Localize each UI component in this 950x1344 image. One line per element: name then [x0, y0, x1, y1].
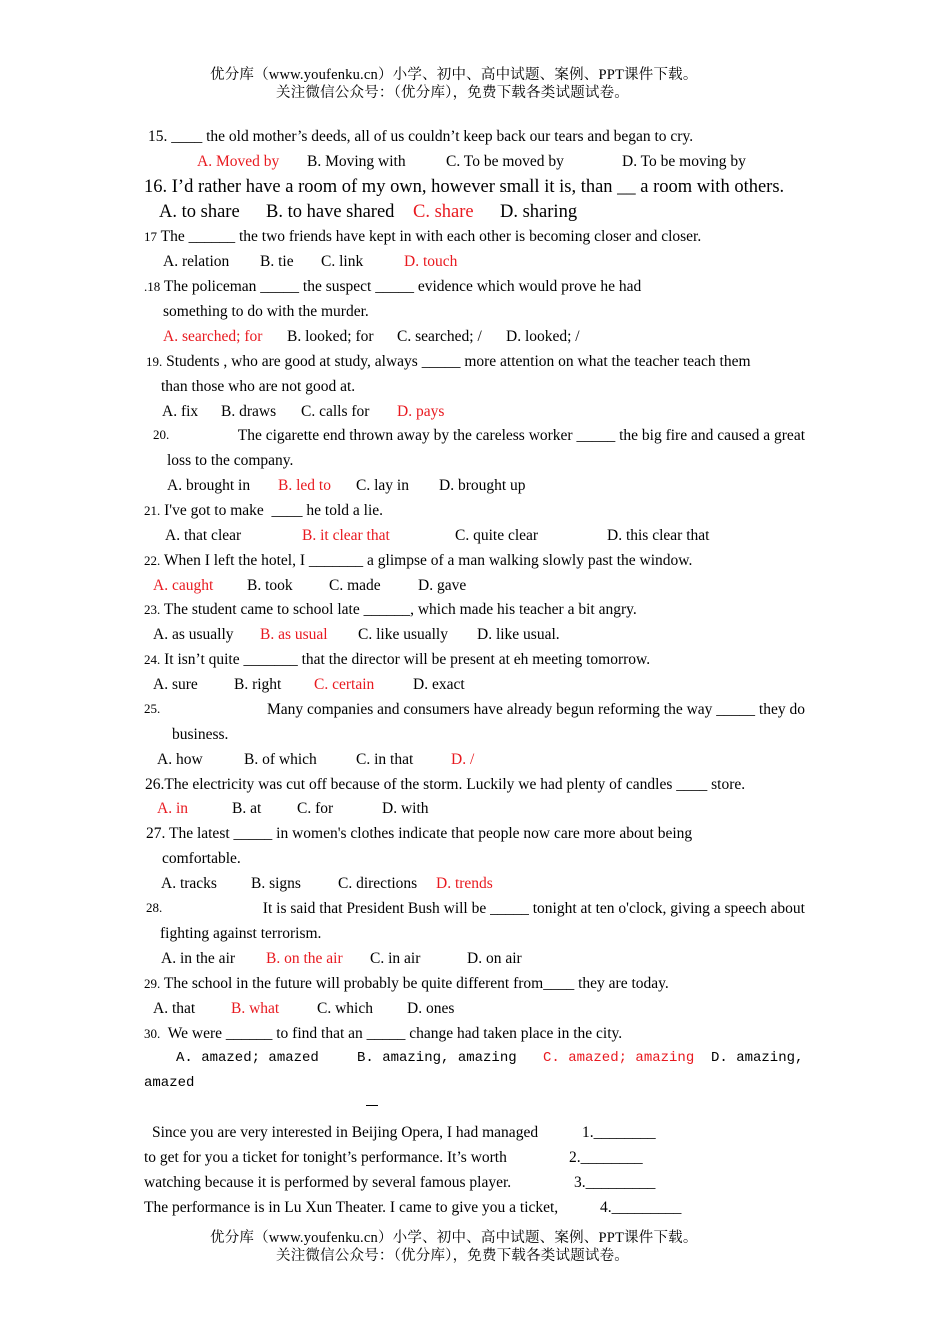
q26-option-c: C. for: [297, 800, 334, 817]
q29-stem: [144, 976, 669, 992]
header-line-2: 关注微信公众号：（优分库），免费下载各类试题试卷。: [276, 85, 629, 101]
q20-option-b: B. led to: [278, 477, 331, 494]
q21-stem-text: I've got to make ____ he told a lie.: [164, 502, 384, 519]
q23-option-a: A. as usually: [153, 626, 234, 643]
q18-stem-line-2: something to do with the murder.: [163, 303, 369, 320]
q22-option-b: B. took: [247, 577, 293, 594]
q18-option-b: B. looked; for: [287, 328, 374, 345]
q28-option-a: A. in the air: [161, 950, 236, 967]
q23-number: 23.: [144, 602, 161, 617]
passage-blank-4: 4._________: [600, 1199, 682, 1216]
q19-option-c: C. calls for: [301, 403, 370, 420]
q17-number: 17: [144, 229, 157, 244]
q24-option-a: A. sure: [153, 676, 198, 693]
q24-option-c: C. certain: [314, 676, 375, 693]
q27-stem: [146, 826, 805, 842]
q21-option-a: A. that clear: [165, 527, 242, 544]
q28-option-c: C. in air: [370, 950, 421, 967]
section-mark-text: [366, 1106, 367, 1107]
footer-line-2: 关注微信公众号：（优分库），免费下载各类试题试卷。: [276, 1248, 629, 1264]
q22-option-a: A. caught: [153, 577, 214, 594]
q25-stem-line-2: business.: [172, 726, 229, 743]
q16-option-d: D. sharing: [500, 202, 578, 222]
q15-stem: 15. ____ the old mother’s deeds, all of us couldn’t keep back our tears and began to cry.: [148, 128, 694, 145]
q18-option-d: D. looked; /: [506, 328, 580, 345]
q17-option-a: A. relation: [163, 253, 230, 270]
passage-line-3: watching because it is performed by several famous player.: [144, 1174, 512, 1191]
q21-stem: [144, 503, 383, 519]
q24-stem: [144, 652, 650, 668]
q30-option-d-line-2: amazed: [144, 1075, 195, 1091]
q25-stem-text: Many companies and consumers have already begun reforming the way _____ they do: [266, 701, 805, 718]
q18-stem-text: The policeman _____ the suspect _____ evidence which would prove he had: [163, 278, 642, 295]
q28-stem-text: It is said that President Bush will be _____ tonight at ten o'clock, giving a speech about: [262, 900, 805, 917]
q28-option-d: D. on air: [467, 950, 522, 967]
q20-option-d: D. brought up: [439, 477, 526, 494]
q20-stem-text: The cigarette end thrown away by the careless worker _____ the big fire and caused a great: [237, 427, 805, 444]
q16-stem: 16. I’d rather have a room of my own, however small it is, than __ a room with others.: [144, 177, 785, 197]
q28-number: 28.: [146, 900, 163, 915]
q23-option-d: D. like usual.: [477, 626, 560, 643]
q20-number: 20.: [153, 427, 170, 442]
q17-option-c: C. link: [321, 253, 364, 270]
q22-stem-text: When I left the hotel, I _______ a glimpse of a man walking slowly past the window.: [163, 552, 693, 569]
q19-option-a: A. fix: [162, 403, 199, 420]
q28-stem-line-2: fighting against terrorism.: [160, 925, 322, 942]
footer-line-1: 优分库（www.youfenku.cn）小学、初中、高中试题、案例、PPT课件下载。: [210, 1230, 698, 1246]
q17-stem-text: The ______ the two friends have kept in with each other is becoming closer and closer.: [160, 228, 702, 245]
q29-option-a: A. that: [153, 1000, 196, 1017]
q28-option-b: B. on the air: [266, 950, 343, 967]
q25-option-d: D. /: [451, 751, 475, 768]
q30-option-b: B. amazing, amazing: [357, 1050, 517, 1066]
passage-blank-3: 3._________: [574, 1174, 656, 1191]
q15-option-b: B. Moving with: [307, 153, 406, 170]
q30-stem: [144, 1026, 622, 1042]
q25-option-b: B. of which: [244, 751, 317, 768]
q25-option-a: A. how: [157, 751, 203, 768]
q26-option-d: D. with: [382, 800, 429, 817]
q27-option-b: B. signs: [251, 875, 301, 892]
q19-option-b: B. draws: [221, 403, 277, 420]
q20-stem: [153, 428, 805, 444]
q24-stem-text: It isn’t quite _______ that the director will be present at eh meeting tomorrow.: [164, 651, 651, 668]
passage-line-1: Since you are very interested in Beijing Opera, I had managed: [152, 1124, 539, 1141]
q29-option-d: D. ones: [407, 1000, 455, 1017]
passage-blank-2: 2.________: [569, 1149, 643, 1166]
q29-option-c: C. which: [317, 1000, 373, 1017]
q23-stem: [144, 602, 637, 618]
q16-option-a: A. to share: [159, 202, 240, 222]
q23-option-c: C. like usually: [358, 626, 448, 643]
q25-number: 25.: [144, 701, 161, 716]
q29-number: 29.: [144, 976, 161, 991]
q24-number: 24.: [144, 652, 161, 667]
passage-line-4: The performance is in Lu Xun Theater. I came to give you a ticket,: [144, 1199, 559, 1216]
q22-option-d: D. gave: [418, 577, 467, 594]
q30-option-a: A. amazed; amazed: [176, 1050, 319, 1066]
q30-option-c: C. amazed; amazing: [543, 1050, 695, 1066]
q21-option-c: C. quite clear: [455, 527, 539, 544]
header-line-1: 优分库（www.youfenku.cn）小学、初中、高中试题、案例、PPT课件下载。: [210, 67, 698, 83]
q22-stem: [144, 553, 692, 569]
q21-number: 21.: [144, 503, 161, 518]
q17-stem: [144, 229, 701, 245]
q25-option-c: C. in that: [356, 751, 414, 768]
q15-option-d: D. To be moving by: [622, 153, 746, 170]
passage-line-2: to get for you a ticket for tonight’s performance. It’s worth: [144, 1149, 507, 1166]
passage-blank-1: 1.________: [582, 1124, 656, 1141]
q27-stem-text: 27. The latest _____ in women's clothes indicate that people now care more about being: [146, 825, 693, 842]
q29-option-b: B. what: [231, 1000, 280, 1017]
q27-option-d: D. trends: [436, 875, 493, 892]
q27-option-a: A. tracks: [161, 875, 217, 892]
q24-option-b: B. right: [234, 676, 282, 693]
q26-stem: 26.The electricity was cut off because of the storm. Luckily we had plenty of candles ____ store.: [145, 776, 746, 793]
q30-option-d: D. amazing,: [711, 1050, 804, 1066]
section-mark: [366, 1105, 378, 1106]
q19-stem-text: Students , who are good at study, always _____ more attention on what the teacher teach them: [166, 353, 751, 370]
q20-option-a: A. brought in: [167, 477, 251, 494]
q18-option-a: A. searched; for: [163, 328, 263, 345]
q26-option-a: A. in: [157, 800, 188, 817]
q23-stem-text: The student came to school late ______, which made his teacher a bit angry.: [163, 601, 637, 618]
q30-stem-text: We were ______ to find that an _____ change had taken place in the city.: [167, 1025, 623, 1042]
q16-option-c: C. share: [413, 202, 474, 222]
q27-option-c: C. directions: [338, 875, 418, 892]
q19-number: 19.: [146, 354, 163, 369]
q22-number: 22.: [144, 553, 161, 568]
q30-number: 30.: [144, 1026, 161, 1041]
q18-stem: [144, 279, 641, 295]
q20-stem-line-2: loss to the company.: [167, 452, 294, 469]
q21-option-b: B. it clear that: [302, 527, 390, 544]
q21-option-d: D. this clear that: [607, 527, 710, 544]
q17-option-b: B. tie: [260, 253, 294, 270]
q24-option-d: D. exact: [413, 676, 465, 693]
q28-stem: [146, 901, 805, 917]
q23-option-b: B. as usual: [260, 626, 328, 643]
q17-option-d: D. touch: [404, 253, 458, 270]
q15-option-c: C. To be moved by: [446, 153, 564, 170]
q25-stem: [144, 702, 805, 718]
q22-option-c: C. made: [329, 577, 381, 594]
q20-option-c: C. lay in: [356, 477, 409, 494]
q18-option-c: C. searched; /: [397, 328, 482, 345]
q26-option-b: B. at: [232, 800, 262, 817]
q27-stem-line-2: comfortable.: [162, 850, 241, 867]
q16-option-b: B. to have shared: [266, 202, 395, 222]
q19-option-d: D. pays: [397, 403, 445, 420]
q19-stem-line-2: than those who are not good at.: [161, 378, 356, 395]
q18-number: .18: [144, 279, 161, 294]
q29-stem-text: The school in the future will probably be quite different from____ they are today.: [163, 975, 669, 992]
q19-stem: [146, 354, 751, 370]
q15-option-a: A. Moved by: [197, 153, 280, 170]
